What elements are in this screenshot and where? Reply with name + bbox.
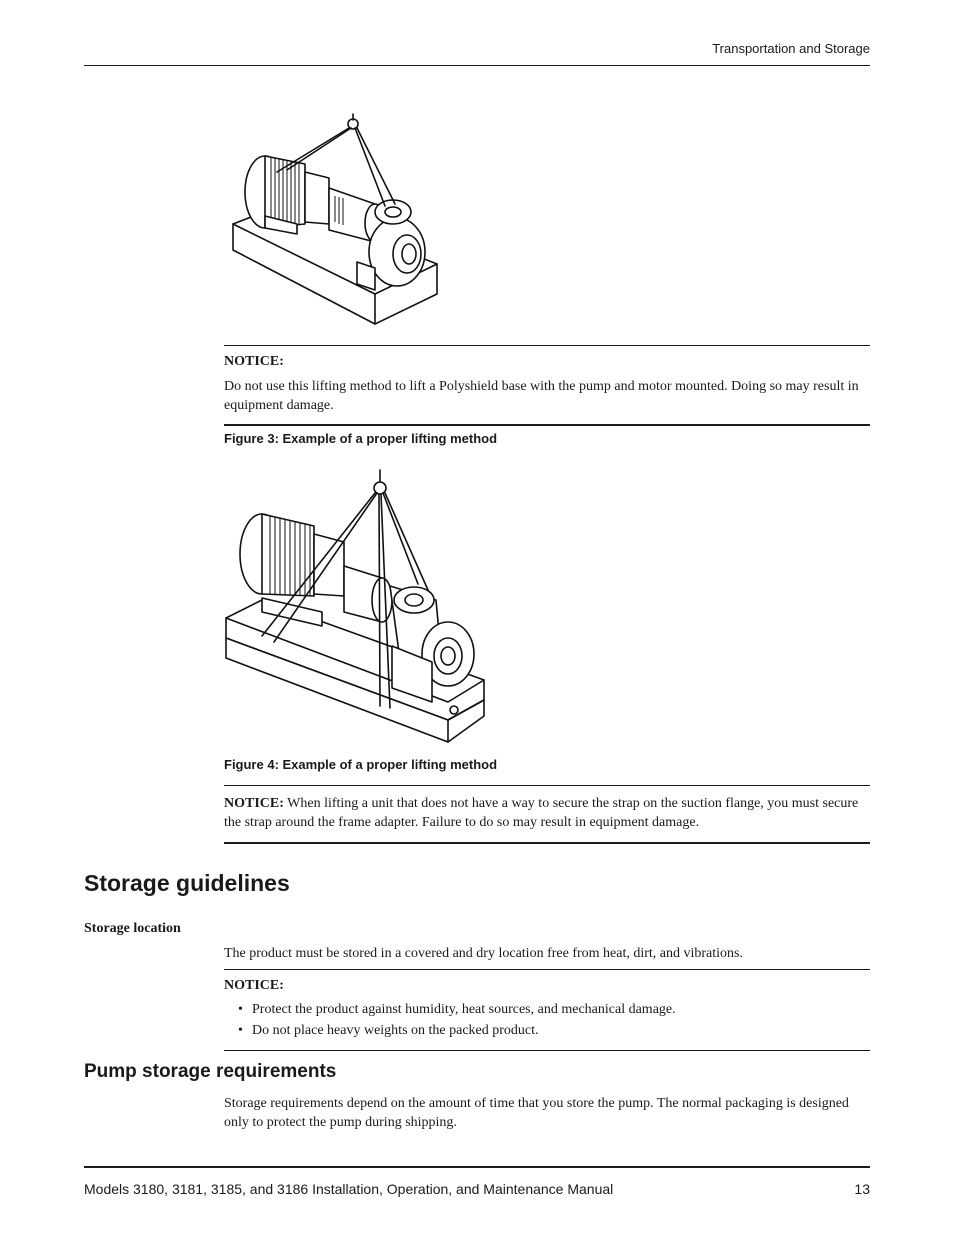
running-header: Transportation and Storage	[712, 41, 870, 56]
notice-1-text: Do not use this lifting method to lift a Polyshield base with the pump and motor mounted. Doing so may result in equipment damage.	[224, 379, 859, 413]
figure-3-caption: Figure 3: Example of a proper lifting method	[224, 431, 498, 446]
notice-2-top-rule	[224, 785, 870, 786]
storage-notice-top-rule	[224, 969, 870, 970]
pump-storage-heading: Pump storage requirements	[84, 1061, 337, 1082]
notice-2-bottom-rule	[224, 842, 870, 844]
notice-1-top-rule	[224, 345, 870, 346]
bullet-icon: •	[238, 1023, 243, 1038]
pump-on-frame-illustration	[222, 466, 492, 751]
figure-4-caption: Figure 4: Example of a proper lifting method	[224, 757, 498, 772]
notice-1-bottom-rule	[224, 424, 870, 426]
pump-on-base-illustration	[225, 112, 455, 332]
storage-guidelines-heading: Storage guidelines	[84, 870, 290, 896]
notice-2-label: NOTICE:	[224, 796, 284, 811]
bullet-icon: •	[238, 1002, 243, 1017]
notice-1-label: NOTICE:	[224, 354, 284, 369]
storage-location-label: Storage location	[84, 921, 181, 936]
notice-2-block	[224, 794, 870, 832]
notice-2-text: When lifting a unit that does not have a way to secure the strap on the suction flange, you must secure the strap around the frame adapter. Failure to do so may result in equipment damage.	[224, 796, 859, 830]
page-number: 13	[854, 1181, 870, 1197]
header-rule	[84, 65, 870, 66]
storage-notice-list	[224, 1000, 870, 1042]
footer-rule	[84, 1166, 870, 1168]
pump-storage-text: Storage requirements depend on the amount of time that you store the pump. The normal packaging is designed only to protect the pump during shipping.	[224, 1096, 849, 1130]
list-item: • Do not place heavy weights on the packed product.	[238, 1023, 539, 1038]
storage-notice-bottom-rule	[224, 1050, 870, 1051]
storage-location-text: The product must be stored in a covered and dry location free from heat, dirt, and vibrations.	[224, 946, 743, 961]
list-item: • Protect the product against humidity, heat sources, and mechanical damage.	[238, 1002, 676, 1017]
footer-manual-title: Models 3180, 3181, 3185, and 3186 Installation, Operation, and Maintenance Manual	[84, 1181, 614, 1197]
storage-notice-label: NOTICE:	[224, 978, 284, 993]
